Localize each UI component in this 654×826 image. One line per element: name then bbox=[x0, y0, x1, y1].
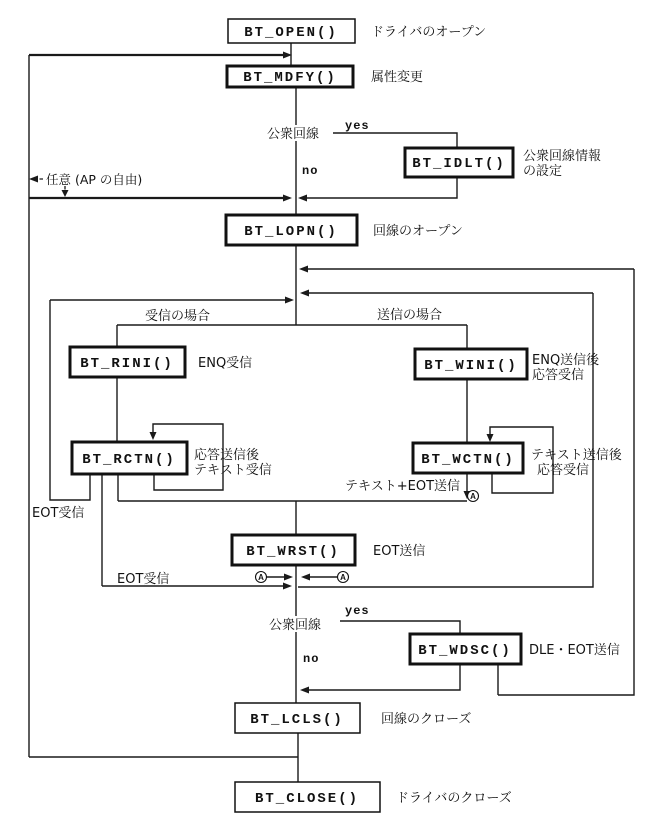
arrowhead bbox=[283, 195, 292, 202]
send-case-label: 送信の場合 bbox=[377, 308, 443, 323]
node-bt-lcls bbox=[235, 703, 471, 733]
arrowhead bbox=[284, 574, 293, 581]
text-eot-send-label: テキスト+EOT送信 bbox=[345, 479, 461, 494]
bt-wdsc-desc: DLE・EOT送信 bbox=[529, 643, 620, 658]
connector-a-glyph: A bbox=[258, 573, 264, 582]
flow-line bbox=[305, 664, 460, 690]
bt-wctn-desc: テキスト送信後 bbox=[531, 448, 622, 463]
yes-bottom-label: yes bbox=[345, 604, 370, 618]
bt-lopn-desc: 回線のオープン bbox=[373, 224, 463, 239]
bt-open-desc: ドライバのオープン bbox=[371, 25, 487, 40]
node-bt-rini bbox=[70, 347, 252, 377]
flow-line bbox=[498, 269, 634, 695]
node-bt-open bbox=[228, 19, 486, 43]
arrowhead bbox=[298, 195, 307, 202]
recv-case-label: 受信の場合 bbox=[145, 309, 211, 324]
bt-lcls-desc: 回線のクローズ bbox=[381, 712, 472, 727]
bt-rini-label: BT_RINI() bbox=[80, 356, 174, 372]
bt-mdfy-desc: 属性変更 bbox=[371, 70, 424, 85]
bt-wini-desc2: 応答受信 bbox=[532, 368, 585, 383]
arrowhead bbox=[62, 190, 69, 197]
bt-wctn-label: BT_WCTN() bbox=[421, 452, 515, 468]
bt-idlt-label: BT_IDLT() bbox=[412, 156, 506, 172]
optional-label: 任意 (AP の自由) bbox=[46, 172, 143, 187]
node-bt-wrst bbox=[232, 535, 425, 565]
no-bottom-label: no bbox=[303, 652, 320, 666]
flow-line bbox=[302, 177, 457, 198]
bt-lopn-label: BT_LOPN() bbox=[244, 224, 338, 240]
arrowhead bbox=[300, 687, 309, 694]
arrowhead bbox=[150, 432, 157, 440]
arrowhead bbox=[283, 583, 292, 590]
connector-a-glyph: A bbox=[340, 573, 346, 582]
connector-a-left bbox=[256, 572, 267, 583]
public-line-bottom-label: 公衆回線 bbox=[269, 618, 322, 633]
no-top-label: no bbox=[302, 164, 319, 178]
bt-rctn-desc: 応答送信後 bbox=[194, 448, 260, 463]
bt-close-desc: ドライバのクローズ bbox=[396, 791, 512, 806]
bt-open-label: BT_OPEN() bbox=[244, 25, 338, 41]
eot-recv-left-label: EOT受信 bbox=[32, 506, 85, 521]
bt-rini-desc: ENQ受信 bbox=[198, 356, 253, 371]
bt-wini-label: BT_WINI() bbox=[424, 358, 518, 374]
bt-mdfy-label: BT_MDFY() bbox=[243, 70, 337, 86]
bt-wdsc-label: BT_WDSC() bbox=[418, 643, 512, 659]
connector-a-glyph: A bbox=[470, 492, 476, 501]
node-bt-rctn bbox=[72, 442, 272, 478]
node-bt-wctn bbox=[413, 443, 623, 478]
bt-rctn-desc2: テキスト受信 bbox=[194, 463, 272, 478]
eot-recv-lower-label: EOT受信 bbox=[117, 572, 170, 587]
arrowhead bbox=[29, 176, 38, 183]
bt-lcls-label: BT_LCLS() bbox=[250, 712, 344, 728]
node-bt-close bbox=[235, 782, 512, 812]
connector-a-texteot bbox=[468, 491, 479, 502]
bt-rctn-label: BT_RCTN() bbox=[82, 452, 176, 468]
flow-line bbox=[333, 133, 457, 148]
public-line-top-label: 公衆回線 bbox=[267, 127, 320, 142]
arrowhead bbox=[301, 574, 310, 581]
bt-wctn-desc2: 応答受信 bbox=[537, 463, 590, 478]
bt-close-label: BT_CLOSE() bbox=[254, 791, 360, 807]
bt-idlt-desc: 公衆回線情報 bbox=[523, 149, 602, 164]
node-bt-wdsc bbox=[410, 634, 620, 664]
arrowhead bbox=[487, 434, 494, 442]
connector-a-right bbox=[338, 572, 349, 583]
bt-wrst-desc: EOT送信 bbox=[373, 544, 426, 559]
bt-idlt-desc2: の設定 bbox=[523, 164, 563, 179]
node-bt-lopn bbox=[226, 215, 463, 245]
arrowhead bbox=[299, 266, 308, 273]
arrowhead bbox=[285, 297, 294, 304]
bt-wrst-label: BT_WRST() bbox=[246, 544, 340, 560]
node-bt-wini bbox=[415, 349, 600, 383]
node-bt-mdfy bbox=[227, 66, 423, 87]
bt-wini-desc: ENQ送信後 bbox=[532, 353, 600, 368]
flow-line bbox=[340, 621, 460, 634]
node-bt-idlt bbox=[405, 148, 601, 179]
yes-top-label: yes bbox=[345, 119, 370, 133]
arrowhead bbox=[300, 290, 309, 297]
